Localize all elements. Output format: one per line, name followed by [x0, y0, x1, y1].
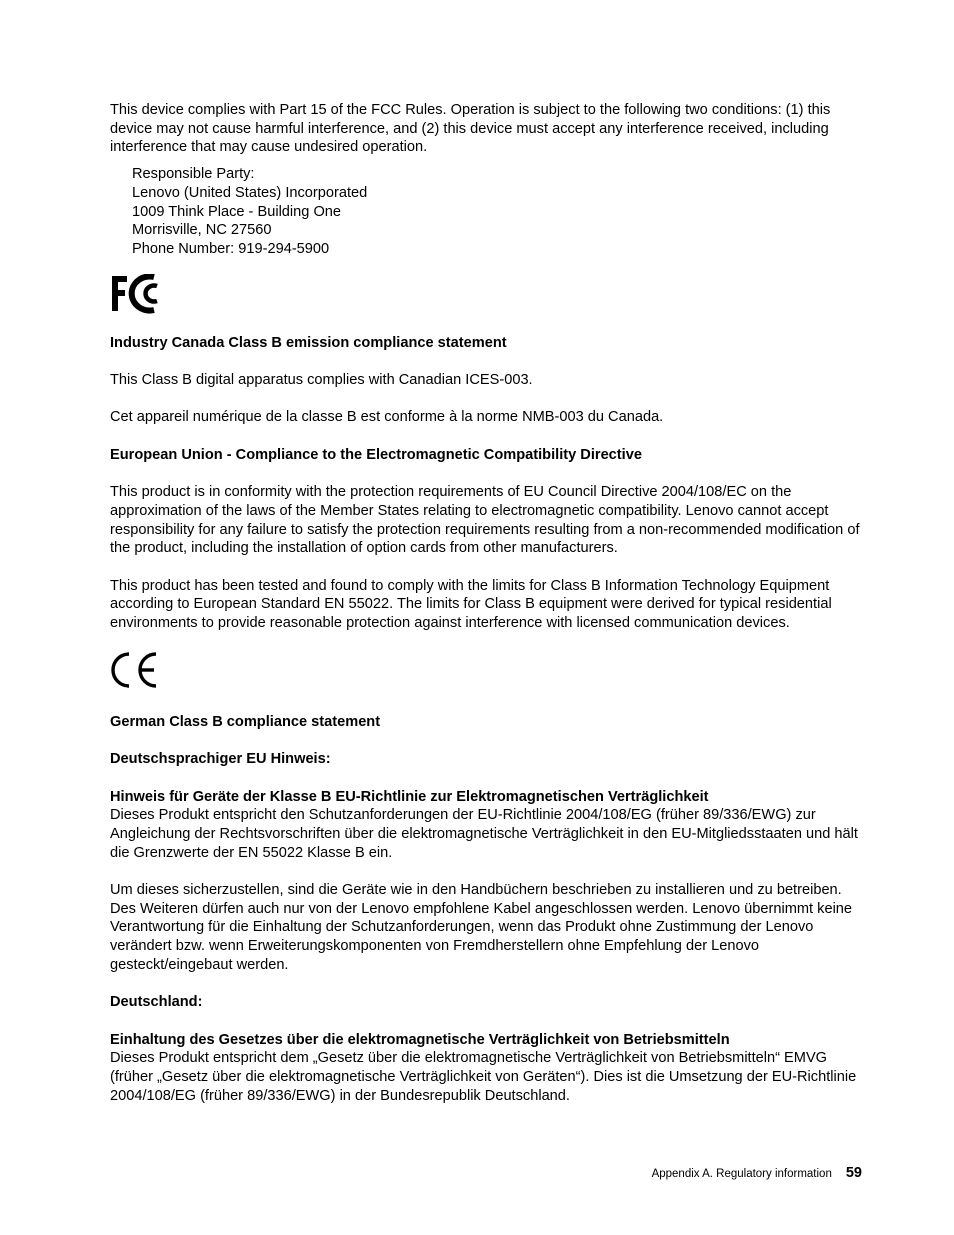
ce-logo [110, 651, 870, 689]
address-line: Morrisville, NC 27560 [132, 222, 272, 239]
phone-line: Phone Number: 919-294-5900 [132, 240, 330, 257]
german-subheading-2: Hinweis für Geräte der Klasse B EU-Richtlinie zur Elektromagnetischen Verträglichkeit [110, 788, 709, 805]
canada-heading: Industry Canada Class B emission compliance statement [110, 334, 507, 351]
german-paragraph-3: Dieses Produkt entspricht dem „Gesetz über die elektromagnetische Verträglichkeit von Betriebsmitteln“ EMVG (früher „Gesetz über die elektromagnetische Verträglichkeit von Geräten“). Dies ist die Umsetzung der EU-Richtlinie 2004/108/EG (früher 89/336/EWG) in der Bundesrepublik Deutschland. [110, 1050, 857, 1104]
page-footer [652, 1163, 862, 1184]
german-paragraph-2: Um dieses sicherzustellen, sind die Geräte wie in den Handbüchern beschrieben zu installieren und zu betreiben. Des Weiteren dürfen auch nur von der Lenovo empfohlene Kabel angeschlossen werden. Lenovo übernimmt keine Verantwortung für die Einhaltung der Schutzanforderungen, wenn das Produkt ohne Zustimmung der Lenovo verändert bzw. wenn Erweiterungskomponenten von Fremdherstellern ohne Empfehlung der Lenovo gesteckt/eingebaut werden. [110, 882, 853, 973]
german-paragraph-1: Dieses Produkt entspricht den Schutzanforderungen der EU-Richtlinie 2004/108/EG (früher 89/336/EWG) zur Angleichung der Rechtsvorschriften über die elektromagnetische Verträglichkeit in den EU-Mitgliedsstaaten und hält die Grenzwerte der EN 55022 Klasse B ein. [110, 807, 858, 861]
fcc-logo [110, 274, 870, 314]
german-subheading-1: Deutschsprachiger EU Hinweis: [110, 751, 331, 768]
german-subheading-4: Einhaltung des Gesetzes über die elektromagnetische Verträglichkeit von Betriebsmitteln [110, 1031, 730, 1048]
german-subheading-3: Deutschland: [110, 994, 203, 1011]
canada-statement-fr: Cet appareil numérique de la classe B est conforme à la norme NMB-003 du Canada. [110, 409, 664, 426]
canada-statement-en: This Class B digital apparatus complies with Canadian ICES-003. [110, 372, 533, 389]
german-heading: German Class B compliance statement [110, 713, 381, 730]
responsible-party-block [110, 165, 870, 259]
address-line: 1009 Think Place - Building One [132, 203, 342, 220]
page-content [110, 101, 870, 1105]
fcc-statement: This device complies with Part 15 of the FCC Rules. Operation is subject to the following two conditions: (1) this device may not cause harmful interference, and (2) this device must accept any interference received, including interference that may cause undesired operation. [110, 102, 831, 156]
address-line: Lenovo (United States) Incorporated [132, 184, 368, 201]
eu-heading: European Union - Compliance to the Electromagnetic Compatibility Directive [110, 446, 642, 463]
footer-section-title: Appendix A. Regulatory information [651, 1168, 832, 1180]
eu-paragraph-2: This product has been tested and found to comply with the limits for Class B Information Technology Equipment according to European Standard EN 55022. The limits for Class B equipment were derived for typical residential environments to provide reasonable protection against interference with licensed communication devices. [110, 577, 832, 632]
page-number: 59 [845, 1165, 862, 1181]
eu-paragraph-1: This product is in conformity with the protection requirements of EU Council Directive 2004/108/EC on the approximation of the laws of the Member States relating to electromagnetic compatibility. Lenovo cannot accept responsibility for any failure to satisfy the protection requirements resulting from a non-recommended modification of the product, including the installation of option cards from other manufacturers. [110, 484, 860, 557]
ce-mark-icon [110, 651, 160, 689]
responsible-party-label: Responsible Party: [132, 166, 255, 183]
fcc-logo-icon [110, 274, 166, 314]
